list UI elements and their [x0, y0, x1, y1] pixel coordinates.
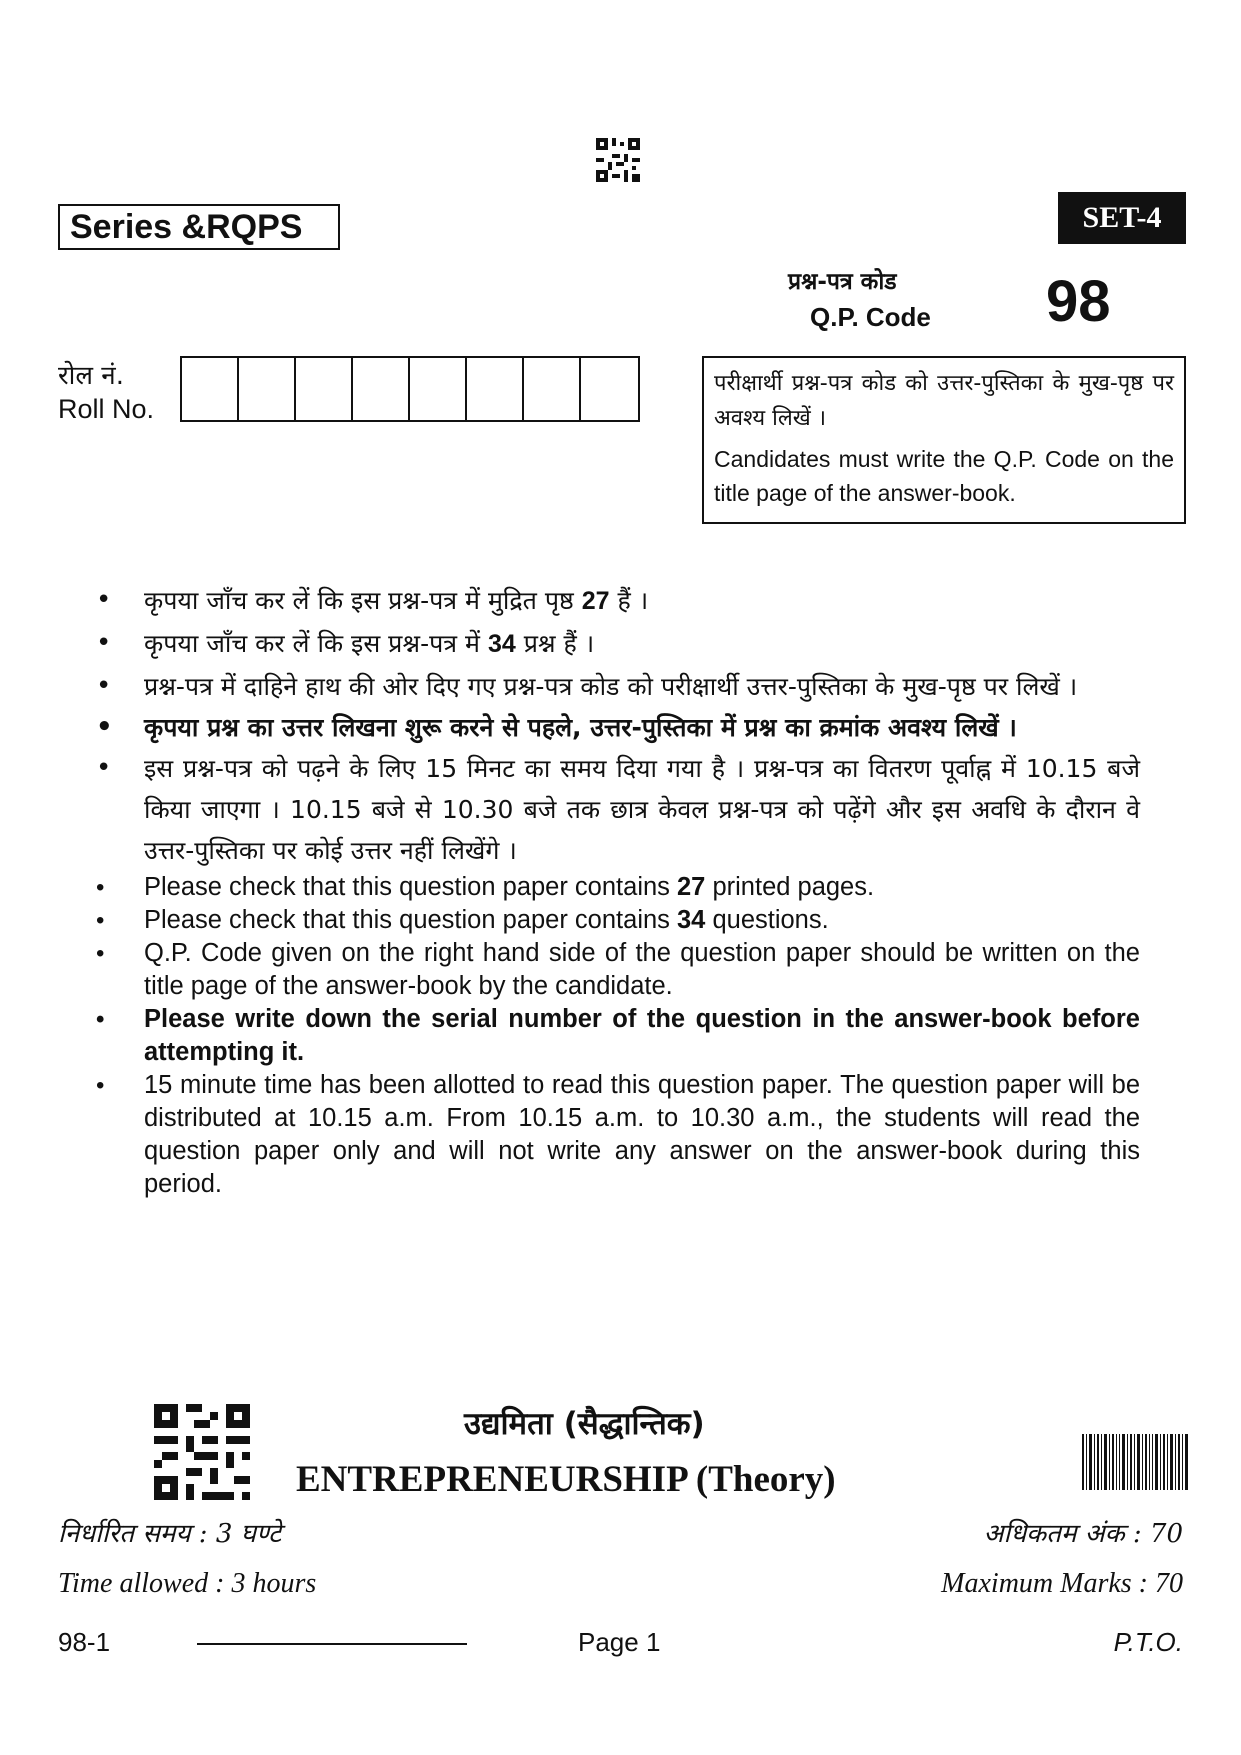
- roll-number-cell[interactable]: [410, 358, 467, 420]
- qp-code-value: 98: [1046, 269, 1111, 334]
- roll-number-cell[interactable]: [353, 358, 410, 420]
- list-item: • प्रश्न-पत्र में दाहिने हाथ की ओर दिए गए प्रश्न-पत्र कोड को परीक्षार्थी उत्तर-पुस्तिका के मुख-पृष्ठ पर लिखें ।: [96, 666, 1140, 707]
- qp-code-label-hindi: प्रश्न-पत्र कोड: [788, 269, 897, 295]
- roll-number-cell[interactable]: [467, 358, 524, 420]
- instructions-list: [96, 580, 1140, 1201]
- bullet-icon: •: [96, 940, 105, 967]
- qr-code-top: [596, 138, 640, 182]
- list-item: • कृपया जाँच कर लें कि इस प्रश्न-पत्र में मुद्रित पृष्ठ 27 हैं ।: [96, 580, 1140, 622]
- subject-title-hindi: उद्यमिता (सैद्धान्तिक): [464, 1406, 705, 1442]
- time-allowed-hindi: निर्धारित समय : 3 घण्टे: [58, 1519, 282, 1549]
- bullet-icon: •: [96, 1072, 105, 1099]
- notice-english: Candidates must write the Q.P. Code on the title page of the answer-book.: [714, 446, 1174, 506]
- qr-code-bottom: [154, 1404, 250, 1500]
- bullet-icon: •: [96, 628, 112, 658]
- list-item: • इस प्रश्न-पत्र को पढ़ने के लिए 15 मिनट का समय दिया गया है । प्रश्न-पत्र का वितरण पूर्वाह्न में 10.15 बजे किया जाएगा । 10.15 बजे से 10.30 बजे तक छात्र केवल प्रश्न-पत्र को पढ़ेंगे और इस अवधि के दौरान वे उत्तर-पुस्तिका पर कोई उत्तर नहीं लिखेंगे ।: [96, 748, 1140, 871]
- list-item: • Please check that this question paper contains 27 printed pages.: [96, 871, 1140, 904]
- roll-label: Roll No.: [58, 394, 155, 424]
- series-label: Series &RQPS: [58, 204, 340, 250]
- roll-number-cell[interactable]: [296, 358, 353, 420]
- qp-code-notice: [702, 356, 1186, 524]
- set-badge: SET-4: [1058, 192, 1186, 244]
- barcode: [1082, 1434, 1188, 1490]
- list-item: • Please write down the serial number of the question in the answer-book before attempting it.: [96, 1005, 1140, 1066]
- bullet-icon: •: [96, 712, 113, 742]
- page-number: Page 1: [578, 1627, 661, 1657]
- roll-number-cell[interactable]: [239, 358, 296, 420]
- bullet-icon: •: [96, 671, 112, 701]
- maximum-marks-hindi: अधिकतम अंक : 70: [983, 1519, 1183, 1549]
- roll-number-cell[interactable]: [524, 358, 581, 420]
- qp-code-label: Q.P. Code: [810, 302, 931, 332]
- bullet-icon: •: [96, 585, 112, 615]
- roll-number-boxes[interactable]: [180, 356, 640, 422]
- list-item: • 15 minute time has been allotted to read this question paper. The question paper will be distributed at 10.15 a.m. From 10.15 a.m. to 10.30 a.m., the students will read the question paper only and will not write any answer on the answer-book during this period.: [96, 1071, 1140, 1198]
- maximum-marks: Maximum Marks : 70: [941, 1568, 1183, 1599]
- bullet-icon: •: [96, 1006, 105, 1033]
- bullet-icon: •: [96, 874, 105, 901]
- pto-label: P.T.O.: [1113, 1627, 1183, 1657]
- notice-hindi: परीक्षार्थी प्रश्न-पत्र कोड को उत्तर-पुस्तिका के मुख-पृष्ठ पर अवश्य लिखें ।: [714, 371, 1174, 431]
- list-item: • कृपया जाँच कर लें कि इस प्रश्न-पत्र में 34 प्रश्न हैं ।: [96, 623, 1140, 665]
- roll-label-hindi: रोल नं.: [58, 361, 124, 391]
- bullet-icon: •: [96, 907, 105, 934]
- list-item: • कृपया प्रश्न का उत्तर लिखना शुरू करने से पहले, उत्तर-पुस्तिका में प्रश्न का क्रमांक अवश्य लिखें ।: [96, 707, 1140, 748]
- list-item: • Please check that this question paper contains 34 questions.: [96, 904, 1140, 937]
- roll-number-cell[interactable]: [581, 358, 638, 420]
- footer-divider: [197, 1643, 467, 1645]
- subject-title: ENTREPRENEURSHIP (Theory): [296, 1459, 836, 1500]
- time-allowed: Time allowed : 3 hours: [58, 1568, 317, 1599]
- list-item: • Q.P. Code given on the right hand side of the question paper should be written on the title page of the answer-book by the candidate.: [96, 939, 1140, 1000]
- bullet-icon: •: [96, 753, 112, 783]
- roll-number-cell[interactable]: [182, 358, 239, 420]
- footer-paper-code: 98-1: [58, 1627, 111, 1657]
